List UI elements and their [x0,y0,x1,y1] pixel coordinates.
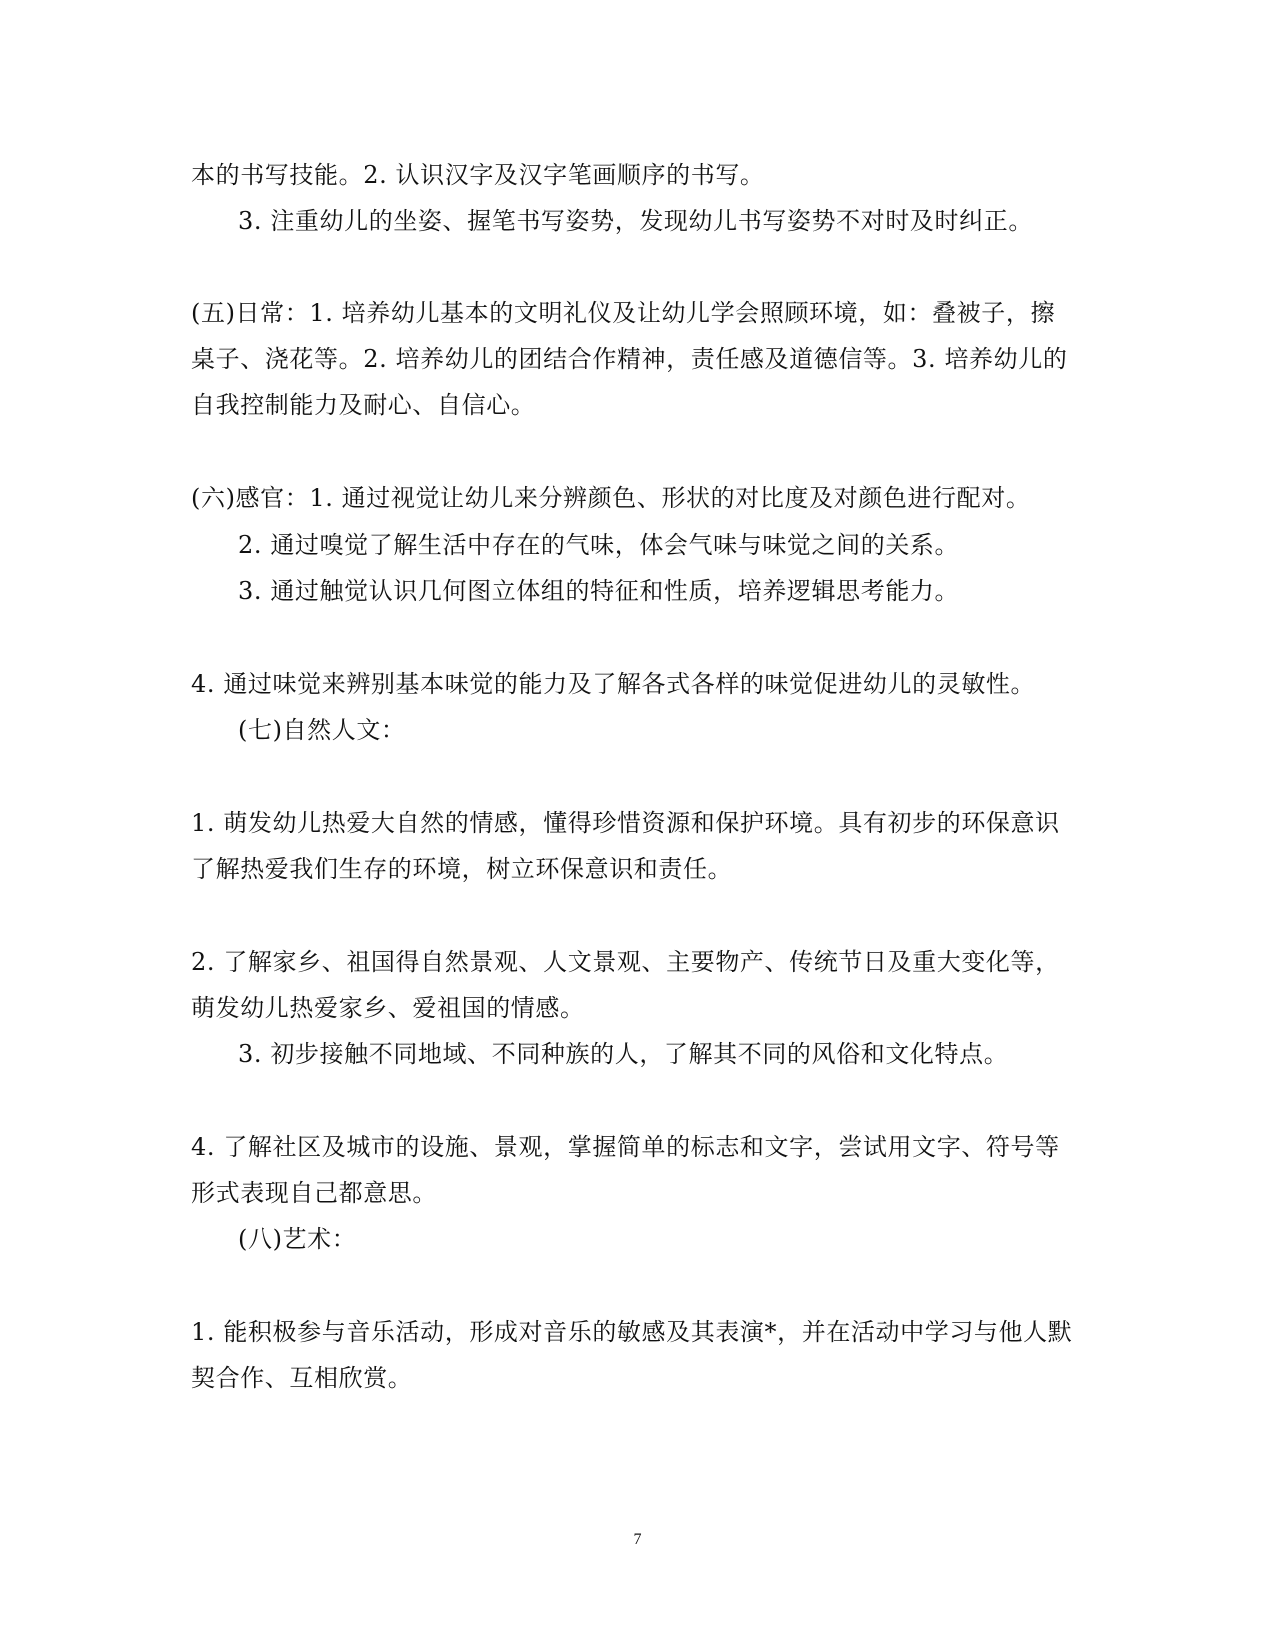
text-line: 萌发幼儿热爱家乡、爱祖国的情感。 [191,994,585,1022]
section-heading-daily: (五)日常：1. 培养幼儿基本的文明礼仪及让幼儿学会照顾环境，如：叠被子，擦 [191,299,1056,327]
text-line: 3. 通过触觉认识几何图立体组的特征和性质，培养逻辑思考能力。 [238,577,960,605]
page-number: 7 [633,1531,642,1548]
text-line: 契合作、互相欣赏。 [191,1364,413,1392]
section-heading-nature: (七)自然人文： [238,716,406,744]
section-heading-senses: (六)感官：1. 通过视觉让幼儿来分辨颜色、形状的对比度及对颜色进行配对。 [191,484,1031,512]
text-line: 3. 注重幼儿的坐姿、握笔书写姿势，发现幼儿书写姿势不对时及时纠正。 [238,207,1033,235]
text-line: 2. 通过嗅觉了解生活中存在的气味，体会气味与味觉之间的关系。 [238,531,960,559]
text-line: 4. 通过味觉来辨别基本味觉的能力及了解各式各样的味觉促进幼儿的灵敏性。 [191,670,1036,698]
text-line: 自我控制能力及耐心、自信心。 [191,391,536,419]
text-line: 本的书写技能。2. 认识汉字及汉字笔画顺序的书写。 [191,161,765,189]
text-line: 1. 能积极参与音乐活动，形成对音乐的敏感及其表演*，并在活动中学习与他人默 [191,1318,1073,1346]
text-line: 4. 了解社区及城市的设施、景观，掌握简单的标志和文字，尝试用文字、符号等 [191,1133,1060,1161]
text-line: 桌子、浇花等。2. 培养幼儿的团结合作精神，责任感及道德信等。3. 培养幼儿的 [191,345,1068,373]
text-line: 3. 初步接触不同地域、不同种族的人，了解其不同的风俗和文化特点。 [238,1040,1009,1068]
text-line: 1. 萌发幼儿热爱大自然的情感，懂得珍惜资源和保护环境。具有初步的环保意识 [191,809,1060,837]
section-heading-art: (八)艺术： [238,1225,357,1253]
text-line: 形式表现自己都意思。 [191,1179,437,1207]
text-line: 2. 了解家乡、祖国得自然景观、人文景观、主要物产、传统节日及重大变化等， [191,948,1060,976]
text-line: 了解热爱我们生存的环境，树立环保意识和责任。 [191,855,733,883]
